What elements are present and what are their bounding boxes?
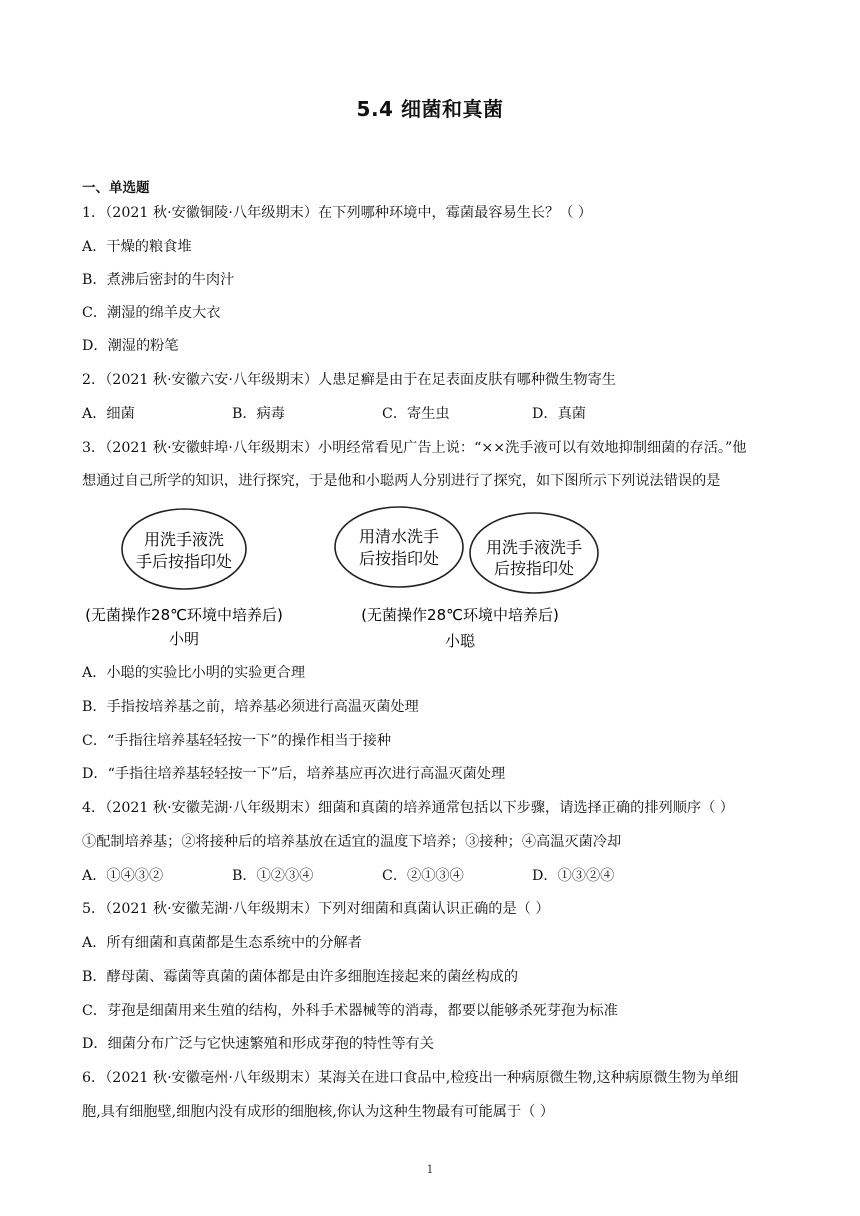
question-4-option-c: C．②①③④ <box>382 868 464 884</box>
xiaoming-dish-label-line1: 用洗手液洗 <box>143 530 225 549</box>
question-4-option-b: B．①②③④ <box>232 868 314 884</box>
question-2-options <box>82 404 682 424</box>
question-1-stem: 1．（2021 秋·安徽铜陵·八年级期末）在下列哪种环境中，霉菌最容易生长？（ ） <box>82 205 593 221</box>
experiment-figure <box>80 506 610 656</box>
question-5-stem: 5．（2021 秋·安徽芜湖·八年级期末）下列对细菌和真菌认识正确的是（ ） <box>82 901 550 917</box>
question-3-option-d: D．“手指往培养基轻轻按一下”后，培养基应再次进行高温灭菌处理 <box>82 766 506 782</box>
question-2-option-c: C．寄生虫 <box>382 406 450 422</box>
question-2-option-d: D．真菌 <box>532 406 586 422</box>
question-2-option-b: B．病毒 <box>232 406 285 422</box>
question-1-option-c: C．潮湿的绵羊皮大衣 <box>82 305 221 321</box>
page-number: 1 <box>426 1163 434 1176</box>
xiaoming-culture-dish <box>122 509 246 589</box>
question-4-option-d: D．①③②④ <box>532 868 615 884</box>
xiaocong-name: 小聪 <box>444 632 476 650</box>
question-6-stem-line2: 胞,具有细胞壁,细胞内没有成形的细胞核,你认为这种生物最有可能属于（ ） <box>82 1104 555 1120</box>
question-3-stem-line2: 想通过自己所学的知识，进行探究，于是他和小聪两人分别进行了探究，如下图所示下列说法错误的是 <box>82 473 721 489</box>
question-3-stem-line1: 3．（2021 秋·安徽蚌埠·八年级期末）小明经常看见广告上说：“××洗手液可以有效地抑制细菌的存活。”他 <box>82 440 747 456</box>
page-title: 5.4 细菌和真菌 <box>356 97 504 121</box>
question-4-steps: ①配制培养基；②将接种后的培养基放在适宜的温度下培养；③接种；④高温灭菌冷却 <box>82 834 622 850</box>
question-4-options <box>82 866 682 886</box>
xiaocong-dish1-label-line1: 用清水洗手 <box>358 527 440 546</box>
question-5-option-a: A．所有细菌和真菌都是生态系统中的分解者 <box>82 935 362 951</box>
question-5-option-c: C．芽孢是细菌用来生殖的结构，外科手术器械等的消毒，都要以能够杀死芽孢为标准 <box>82 1003 618 1019</box>
xiaocong-caption: (无菌操作28℃环境中培养后) <box>361 606 559 624</box>
xiaoming-name: 小明 <box>168 630 200 648</box>
question-1-option-d: D．潮湿的粉笔 <box>82 338 179 354</box>
question-5-option-d: D．细菌分布广泛与它快速繁殖和形成芽孢的特性等有关 <box>82 1036 434 1052</box>
question-1-option-b: B．煮沸后密封的牛肉汁 <box>82 272 235 288</box>
question-1-option-a: A．干燥的粮食堆 <box>82 239 192 255</box>
question-3-option-a: A．小聪的实验比小明的实验更合理 <box>82 665 306 681</box>
section-heading: 一、单选题 <box>82 180 150 196</box>
question-5-option-b: B．酵母菌、霉菌等真菌的菌体都是由许多细胞连接起来的菌丝构成的 <box>82 969 519 985</box>
xiaocong-dish2-label-line1: 用洗手液洗手 <box>485 538 583 557</box>
xiaoming-caption: (无菌操作28℃环境中培养后) <box>85 606 283 624</box>
question-4-stem: 4．（2021 秋·安徽芜湖·八年级期末）细菌和真菌的培养通常包括以下步骤，请选择正确的排列顺序（ ） <box>82 800 734 816</box>
xiaocong-dish2-label-line2: 后按指印处 <box>493 559 575 578</box>
xiaocong-culture-dish-handwash <box>470 513 598 593</box>
xiaoming-dish-label-line2: 手后按指印处 <box>135 552 233 571</box>
xiaocong-culture-dish-water <box>335 507 463 587</box>
xiaocong-dish1-label-line2: 后按指印处 <box>358 549 440 568</box>
question-3-option-c: C．“手指往培养基轻轻按一下”的操作相当于接种 <box>82 733 392 749</box>
question-6-stem-line1: 6．（2021 秋·安徽亳州·八年级期末）某海关在进口食品中,检疫出一种病原微生物,这种病原微生物为单细 <box>82 1070 739 1086</box>
question-2-option-a: A．细菌 <box>82 406 135 422</box>
question-2-stem: 2．（2021 秋·安徽六安·八年级期末）人患足癣是由于在足表面皮肤有哪种微生物寄生 <box>82 372 616 388</box>
question-3-option-b: B．手指按培养基之前，培养基必须进行高温灭菌处理 <box>82 699 419 715</box>
question-4-option-a: A．①④③② <box>82 868 164 884</box>
